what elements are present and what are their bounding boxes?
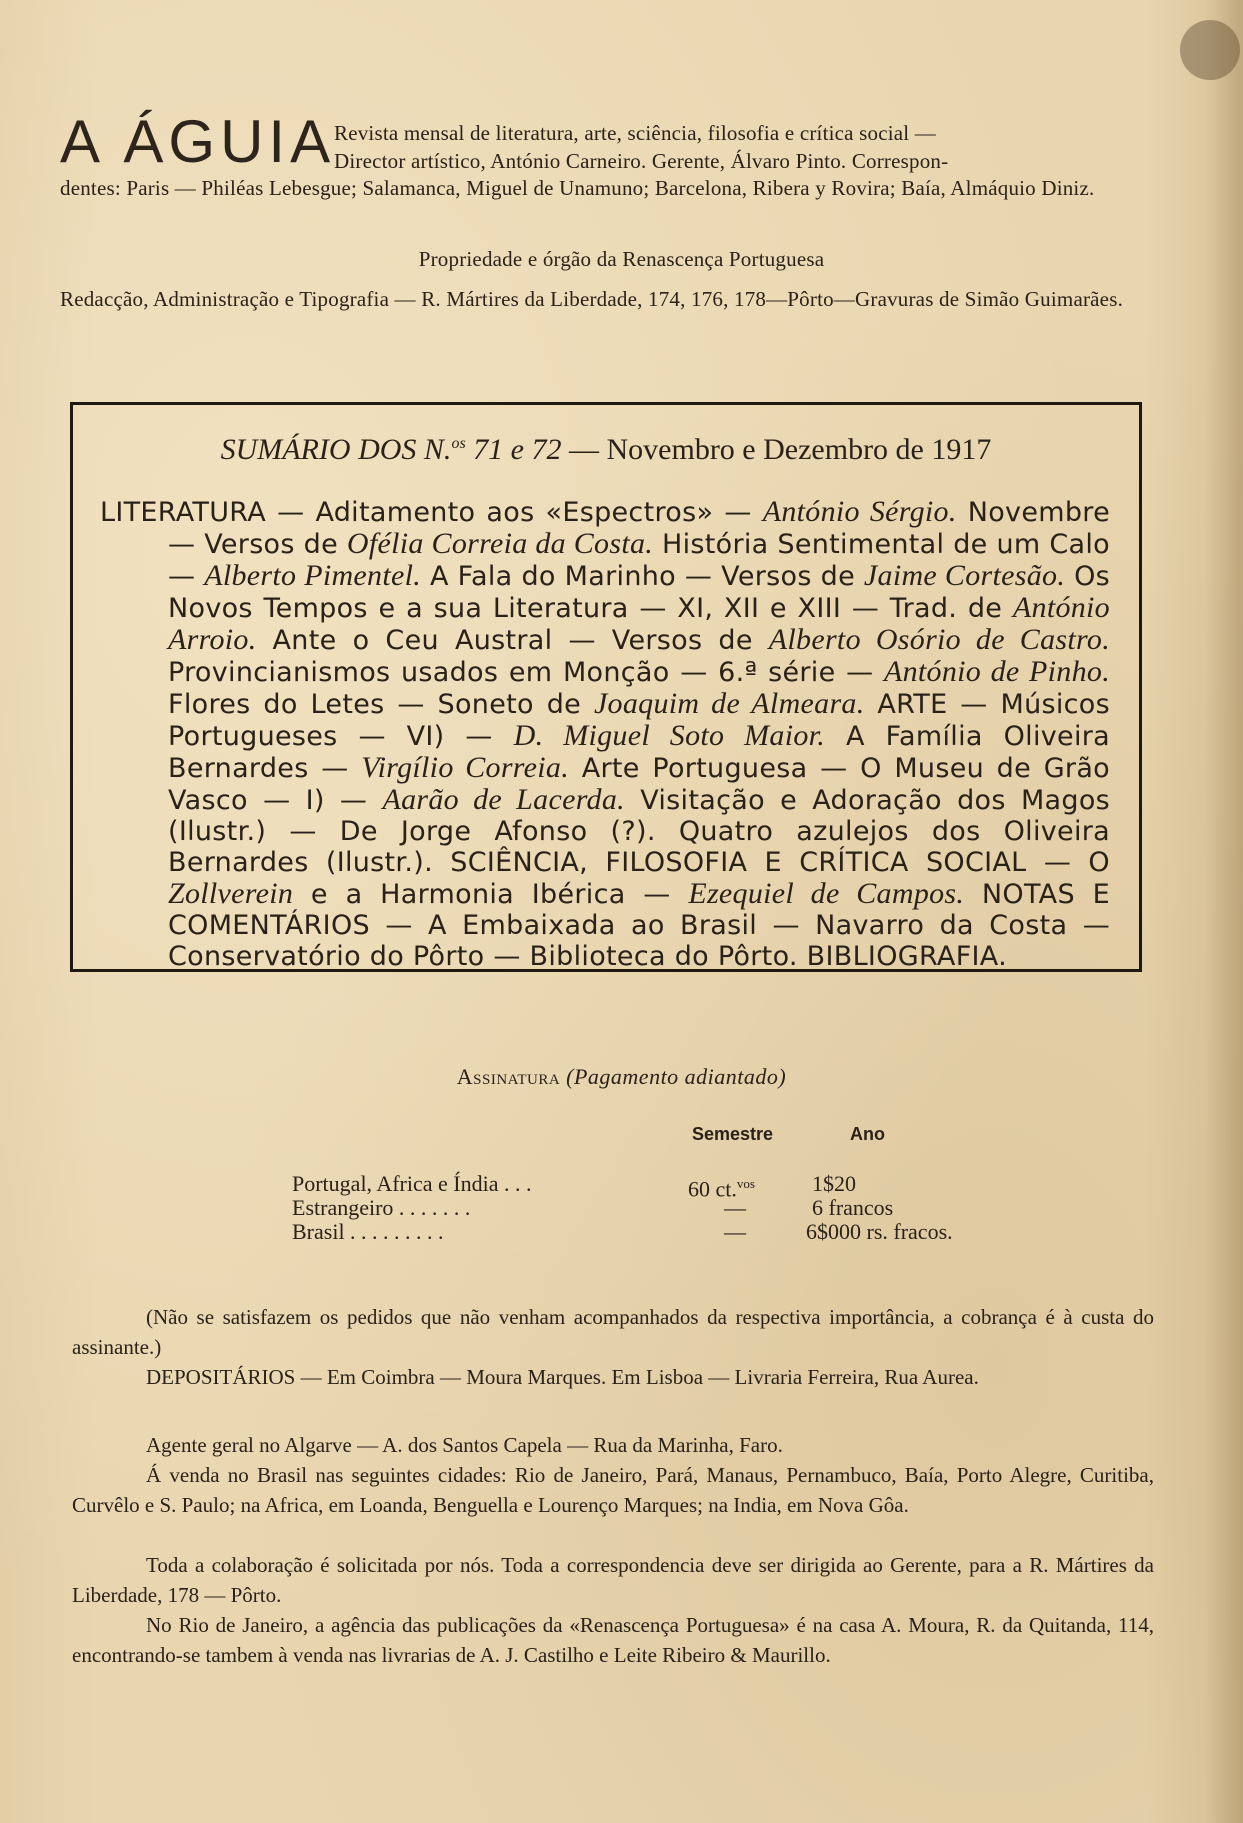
row-place: Portugal, Africa e Índia . . . [292,1171,532,1196]
subscription-title: Assinatura (Pagamento adiantado) [456,1064,787,1089]
row-ano: 6 francos [812,1195,894,1220]
note-importancia: (Não se satisfazem os pedidos que não venham acompanhados da respectiva importância, a cobrança é à custa do assinante.) [72,1305,1154,1359]
summary-contents: LITERATURA — Aditamento aos «Espectros» — António Sérgio. Novembre — Versos de Ofélia Correia da Costa. História Sentimental de um Calo — Alberto Pimentel. A Fala do Marinho — Versos de Jaime Cortesão. Os Novos Tempos e a sua Literatura — XI, XII e XIII — Trad. de António Arroio. Ante o Ceu Austral — Versos de Alberto Osório de Castro. Provincianismos usados em Monção — 6.ª série — António de Pinho. Flores do Letes — Soneto de Joaquim de Almeara. ARTE — Músicos Portugueses — VI) — D. Miguel Soto Maior. A Família Oliveira Bernardes — Virgílio Correia. Arte Portuguesa — O Museu de Grão Vasco — I) — Aarão de Lacerda. Visitação e Adoração dos Magos (Ilustr.) — De Jorge Afonso (?). Quatro azulejos dos Oliveira Bernardes (Ilustr.). SCIÊNCIA, FILOSOFIA E CRÍTICA SOCIAL — O Zollverein e a Harmonia Ibérica — Ezequiel de Campos. NOTAS E COMENTÁRIOS — A Embaixada ao Brasil — Navarro da Costa — Conservatório do Pôrto — Biblioteca do Pôrto. BIBLIOGRAFIA. [100,495,1111,972]
note-venda-brasil: Á venda no Brasil nas seguintes cidades: Rio de Janeiro, Pará, Manaus, Pernambuco, Baía, Porto Alegre, Curitiba, Curvêlo e S. Paulo; na Africa, em Loanda, Benguella e Lourenço Marques; na India, em Nova Gôa. [72,1463,1154,1517]
subscription-note: (Pagamento adiantado) [566,1064,787,1089]
summary-title-numbers: SUMÁRIO DOS N.$^{os}$ 71 e 72 [220,433,562,466]
note-depositarios: DEPOSITÁRIOS — Em Coimbra — Moura Marques. Em Lisboa — Livraria Ferreira, Rua Aurea. [146,1365,979,1389]
masthead-title: A ÁGUIA [60,108,336,175]
summary-title [70,433,1142,467]
masthead-line-1: Revista mensal de literatura, arte, sciência, filosofia e crítica social — [334,121,936,145]
row-ano: 6$000 rs. fracos. [806,1219,953,1244]
page-edge-shadow [1205,0,1243,1823]
row-place: Brasil . . . . . . . . . [292,1219,444,1244]
row-semestre: 60 ct.$^{vos}$ [688,1176,755,1202]
note-rio-de-janeiro: No Rio de Janeiro, a agência das publicações da «Renascença Portuguesa» é na casa A. Moura, R. da Quitanda, 114, encontrando-se tambem à venda nas livrarias de A. J. Castilho e Leite Ribeiro & Maurillo. [72,1613,1154,1667]
row-ano: 1$20 [812,1171,856,1196]
masthead-propriedade: Propriedade e órgão da Renascença Portuguesa [418,247,825,271]
masthead-correspondents: dentes: Paris — Philéas Lebesgue; Salamanca, Miguel de Unamuno; Barcelona, Ribera y Rovira; Baía, Almáquio Diniz. [60,176,1095,200]
row-semestre: — [724,1195,746,1220]
note-colaboracao: Toda a colaboração é solicitada por nós. Toda a correspondencia deve ser dirigida ao Gerente, para a R. Mártires da Liberdade, 178 — Pôrto. [72,1553,1154,1607]
summary-title-date: — Novembro e Dezembro de 1917 [561,433,992,466]
masthead-line-2: Director artístico, António Carneiro. Gerente, Álvaro Pinto. Correspon- [334,149,949,173]
note-agente: Agente geral no Algarve — A. dos Santos Capela — Rua da Marinha, Faro. [146,1433,783,1457]
masthead-redaccao: Redacção, Administração e Tipografia — R. Mártires da Liberdade, 174, 176, 178—Pôrto—Gravuras de Simão Guimarães. [60,287,1124,311]
row-semestre: — [724,1219,746,1244]
row-place: Estrangeiro . . . . . . . [292,1195,471,1220]
column-ano: Ano [850,1124,885,1144]
column-semestre: Semestre [692,1124,774,1144]
